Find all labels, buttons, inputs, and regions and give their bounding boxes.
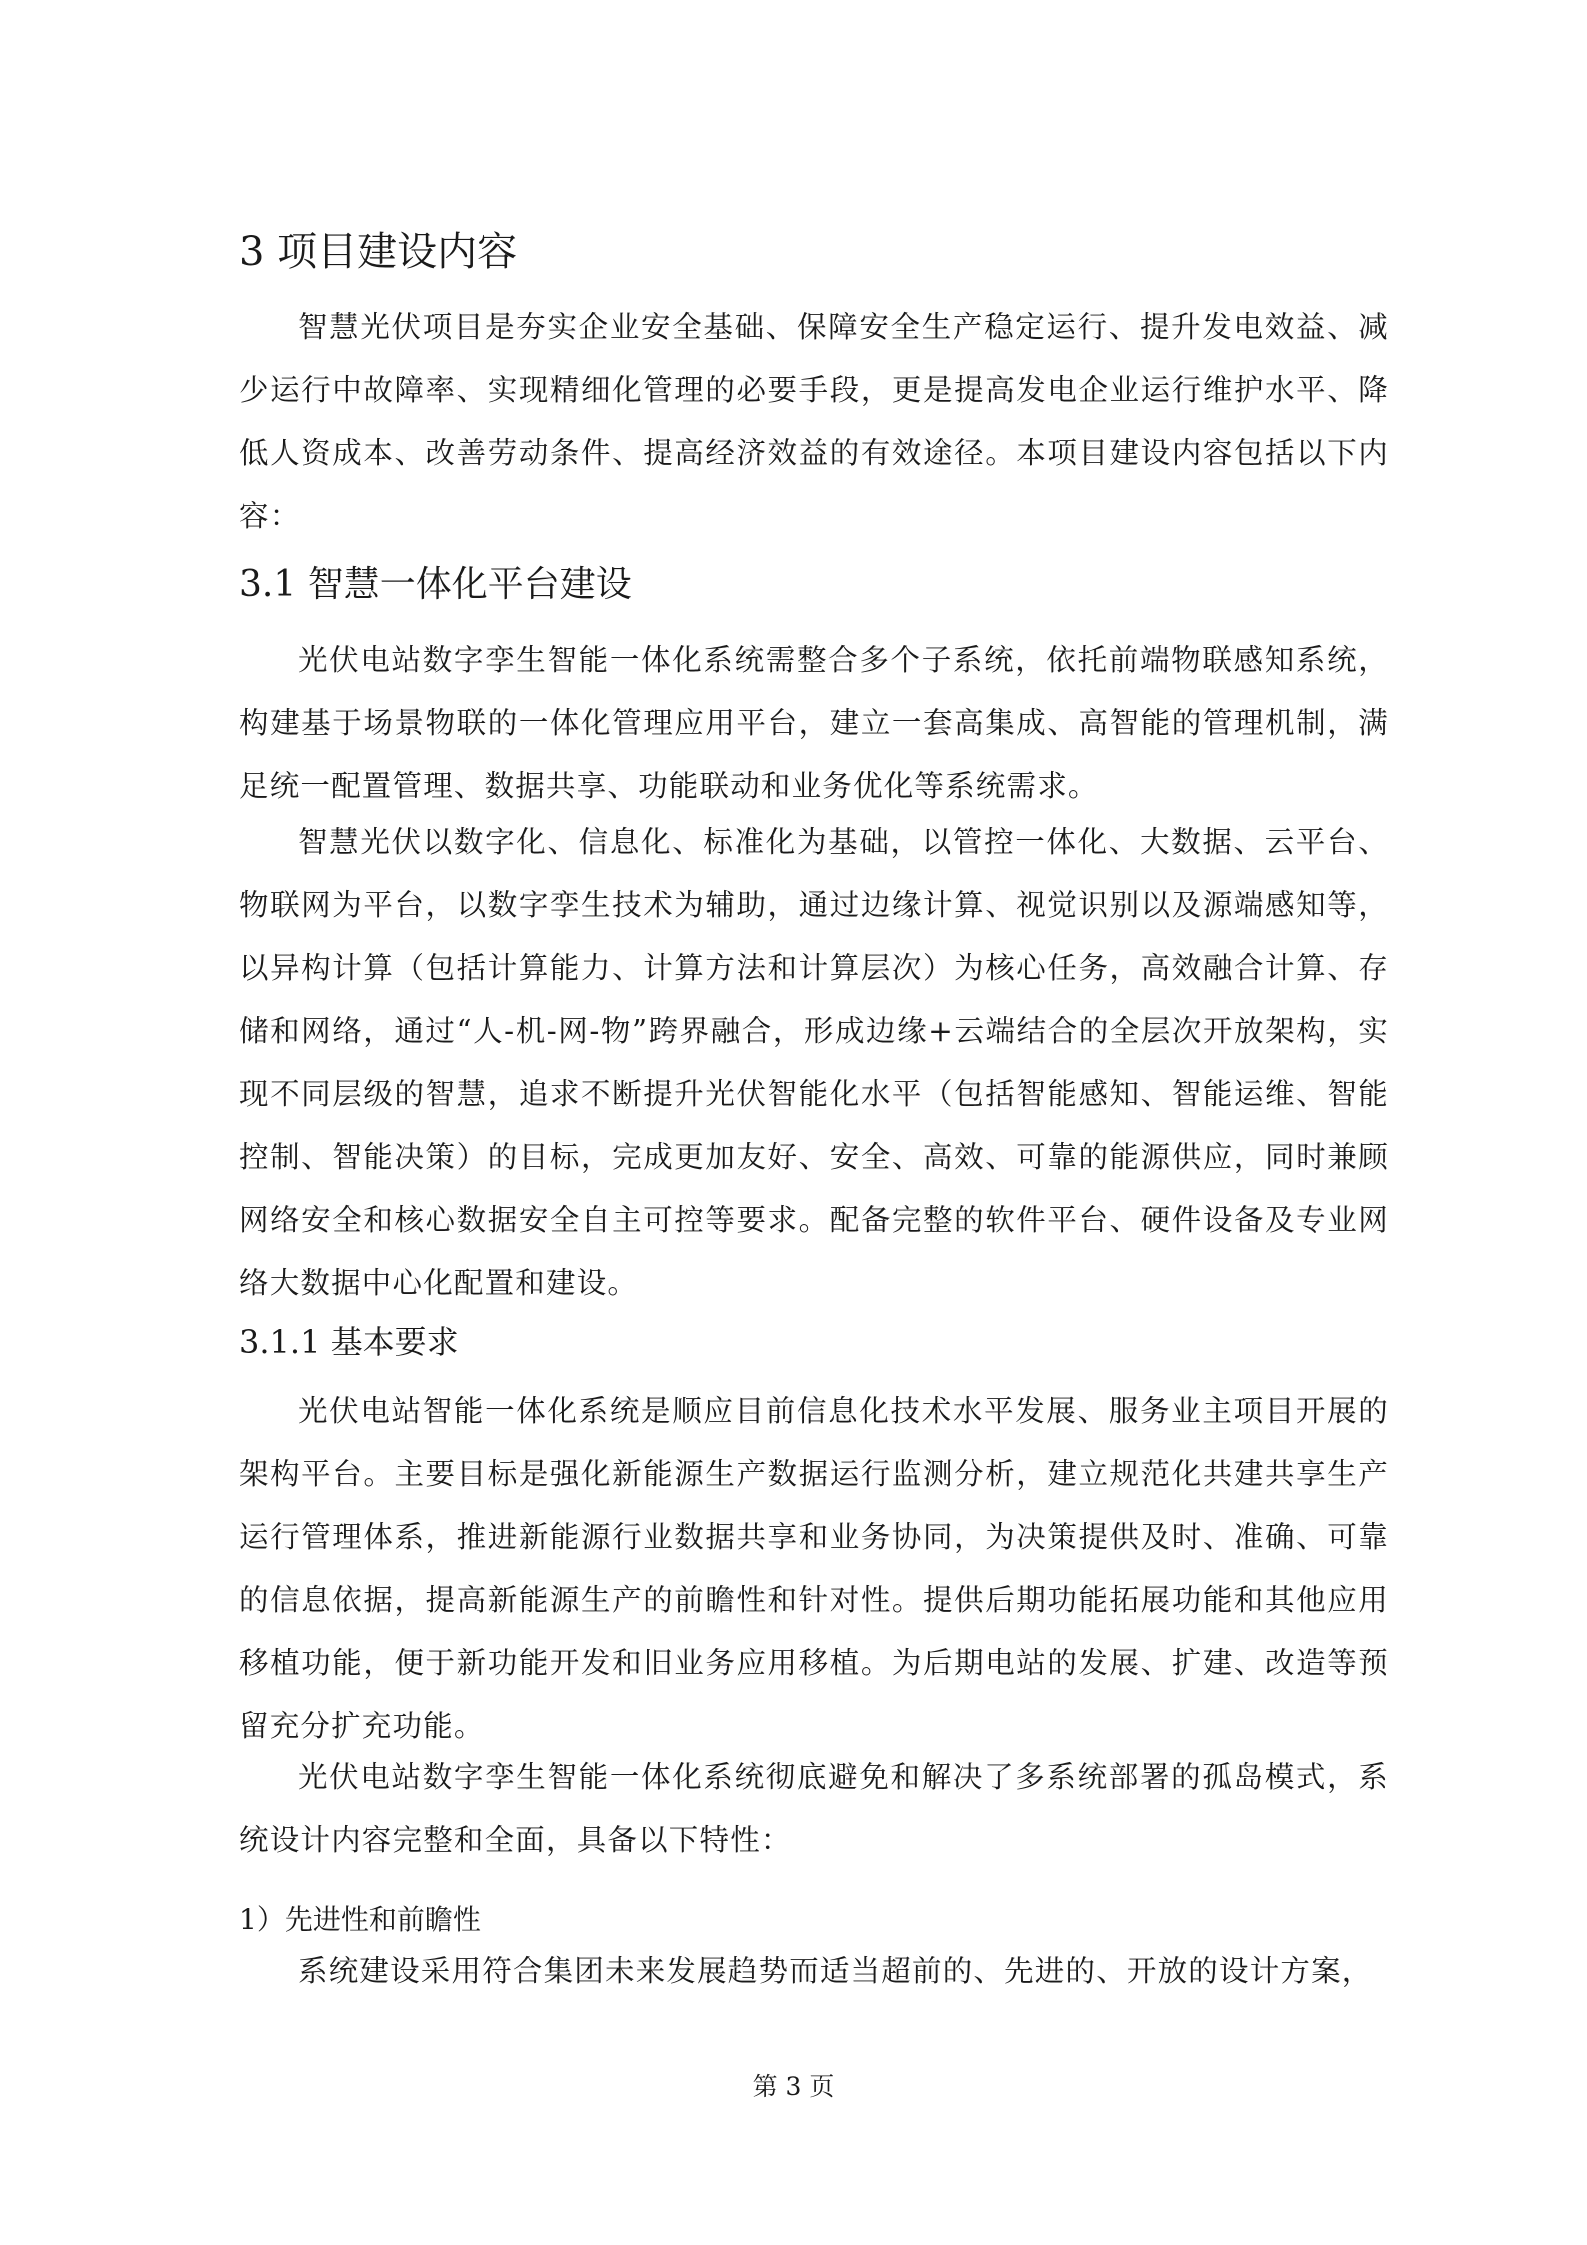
list-item-1-heading: 1）先进性和前瞻性 bbox=[239, 1903, 481, 1936]
section-3-1-1-paragraph-2: 光伏电站数字孪生智能一体化系统彻底避免和解决了多系统部署的孤岛模式，系统设计内容完整和全面，具备以下特性： bbox=[239, 1760, 1389, 1857]
section-3-1-paragraph-1: 光伏电站数字孪生智能一体化系统需整合多个子系统，依托前端物联感知系统，构建基于场景物联的一体化管理应用平台，建立一套高集成、高智能的管理机制，满足统一配置管理、数据共享、功能联动和业务优化等系统需求。 bbox=[239, 643, 1389, 803]
heading-chapter-3: 3 项目建设内容 bbox=[239, 229, 518, 275]
page-number: 第 3 页 bbox=[752, 2072, 835, 2101]
heading-section-3-1-1: 3.1.1 基本要求 bbox=[239, 1323, 459, 1361]
intro-paragraph: 智慧光伏项目是夯实企业安全基础、保障安全生产稳定运行、提升发电效益、减少运行中故障率、实现精细化管理的必要手段，更是提高发电企业运行维护水平、降低人资成本、改善劳动条件、提高经济效益的有效途径。本项目建设内容包括以下内容： bbox=[239, 310, 1389, 533]
section-3-1-paragraph-2: 智慧光伏以数字化、信息化、标准化为基础，以管控一体化、大数据、云平台、物联网为平台，以数字孪生技术为辅助，通过边缘计算、视觉识别以及源端感知等，以异构计算（包括计算能力、计算方法和计算层次）为核心任务，高效融合计算、存储和网络，通过“人-机-网-物”跨界融合，形成边缘+云端结合的全层次开放架构，实现不同层级的智慧，追求不断提升光伏智能化水平（包括智能感知、智能运维、智能控制、智能决策）的目标，完成更加友好、安全、高效、可靠的能源供应，同时兼顾网络安全和核心数据安全自主可控等要求。配备完整的软件平台、硬件设备及专业网络大数据中心化配置和建设。 bbox=[239, 825, 1389, 1300]
list-item-1-text: 系统建设采用符合集团未来发展趋势而适当超前的、先进的、开放的设计方案， bbox=[298, 1954, 1373, 1988]
heading-section-3-1: 3.1 智慧一体化平台建设 bbox=[239, 564, 632, 605]
section-3-1-1-paragraph-1: 光伏电站智能一体化系统是顺应目前信息化技术水平发展、服务业主项目开展的架构平台。主要目标是强化新能源生产数据运行监测分析，建立规范化共建共享生产运行管理体系，推进新能源行业数据共享和业务协同，为决策提供及时、准确、可靠的信息依据，提高新能源生产的前瞻性和针对性。提供后期功能拓展功能和其他应用移植功能，便于新功能开发和旧业务应用移植。为后期电站的发展、扩建、改造等预留充分扩充功能。 bbox=[239, 1394, 1389, 1743]
